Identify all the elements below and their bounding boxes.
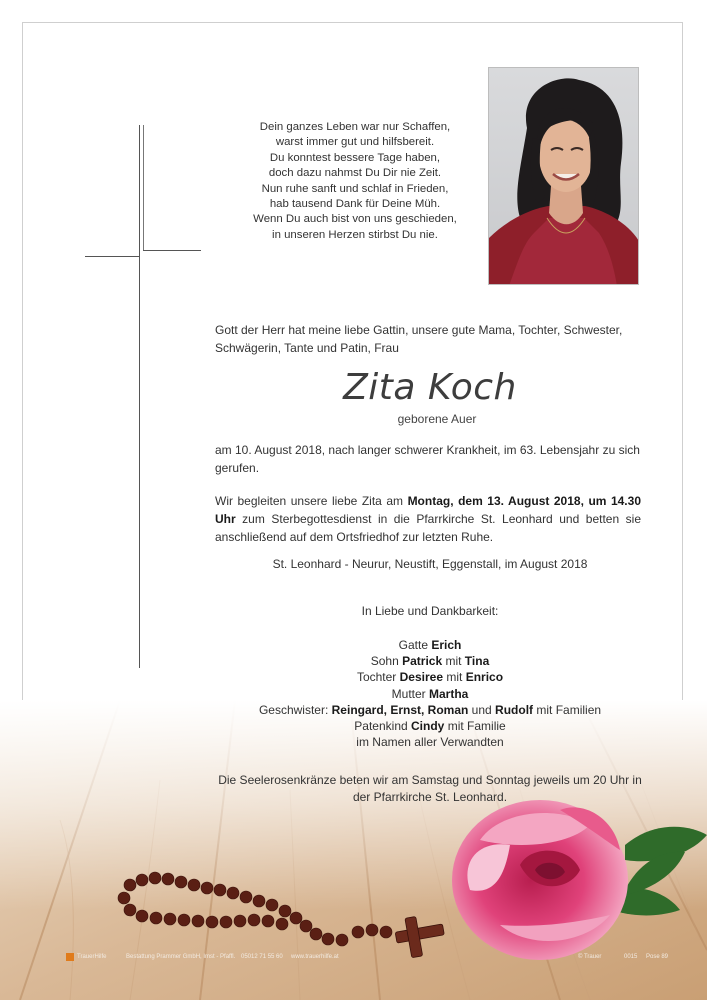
cross-horizontal-right — [143, 250, 201, 251]
mourner-connector: mit — [442, 654, 465, 669]
rosary-prayer-note: Die Seelerosenkränze beten wir am Samstag und Sonntag jeweils um 20 Uhr in der Pfarrkirche St. Leonhard. — [218, 773, 642, 804]
mourner-name: Erich — [431, 638, 462, 652]
mourner-connector: und — [468, 702, 496, 717]
poem-line: hab tausend Dank für Deine Müh. — [269, 198, 441, 211]
mourner-name: Tina — [464, 654, 490, 669]
footer-company: Bestattung Prammer GmbH, Imst - Pfaffl. — [126, 954, 236, 960]
place-date: St. Leonhard - Neurur, Neustift, Eggenstall, im August 2018 — [272, 557, 588, 571]
mourner-row — [215, 653, 645, 669]
birth-name: geborene Auer — [397, 412, 477, 426]
funeral-announcement — [215, 492, 641, 546]
mourner-row — [215, 669, 645, 685]
mourner-row — [215, 702, 645, 718]
mourner-name: Desiree — [399, 670, 444, 685]
mourner-suffix: mit Familien — [533, 702, 602, 717]
poem-line: Wenn Du auch bist von uns geschieden, — [253, 213, 457, 226]
cross-vertical-line — [139, 125, 140, 668]
mourner-name: Reingard, Ernst, Roman — [331, 702, 469, 717]
poem-line: Dein ganzes Leben war nur Schaffen, — [259, 121, 451, 133]
portrait-photo — [488, 67, 639, 285]
funeral-date-time: Montag, dem 13. August 2018, um 14.30 Uhr — [215, 494, 641, 526]
footer-web: www.trauerhilfe.at — [291, 954, 339, 960]
footer-logo-text: TrauerHilfe — [77, 954, 107, 960]
mourner-name: Enrico — [465, 670, 504, 685]
mourner-suffix: mit Familie — [444, 719, 506, 734]
mourner-row — [215, 718, 645, 734]
mourner-row — [215, 637, 645, 653]
footer-phone: 05012 71 55 60 — [241, 954, 283, 960]
mourner-label: Sohn — [370, 654, 403, 669]
funeral-text-start: Wir begleiten unsere liebe Zita am — [215, 494, 408, 508]
mourner-name: Cindy — [411, 719, 445, 734]
cross-vertical-top-line — [143, 125, 144, 250]
mourner-label: Gatte — [398, 638, 432, 652]
poem-line: Du konntest bessere Tage haben, — [269, 151, 441, 164]
mourner-name: Martha — [429, 686, 469, 701]
thanks-line: In Liebe und Dankbarkeit: — [361, 604, 499, 618]
poem-line: doch dazu nahmst Du Dir nie Zeit. — [268, 167, 442, 180]
cross-horizontal-left — [85, 256, 139, 257]
mourner-row — [215, 686, 645, 702]
mourner-label: Tochter — [356, 670, 400, 685]
poem-line: Nun ruhe sanft und schlaf in Frieden, — [261, 182, 449, 195]
mourner-label: Patenkind — [354, 719, 412, 734]
footer-copyright: © Trauer — [578, 954, 602, 960]
death-text: am 10. August 2018, nach langer schwerer Krankheit, im 63. Lebensjahr zu sich gerufen. — [215, 443, 640, 475]
footer-pose: Pose 89 — [646, 954, 669, 960]
mourner-label: Mutter — [391, 686, 429, 701]
mourners-list — [215, 637, 645, 750]
intro-text: Gott der Herr hat meine liebe Gattin, unsere gute Mama, Tochter, Schwester, Schwägerin, Tante und Patin, Frau — [215, 323, 623, 355]
funeral-text-end: zum Sterbegottesdienst in die Pfarrkirche St. Leonhard und betten sie anschließend auf dem Ortsfriedhof zur letzten Ruhe. — [215, 512, 641, 544]
mourner-name: Patrick — [402, 654, 443, 669]
footer — [66, 954, 669, 968]
poem-line: warst immer gut und hilfsbereit. — [275, 136, 435, 149]
footer-code: 0015 — [624, 954, 638, 960]
poem-line: in unseren Herzen stirbst Du nie. — [272, 228, 438, 241]
trauerhilfe-logo-icon — [66, 953, 74, 961]
portrait-illustration — [489, 68, 639, 285]
mourner-connector: mit — [443, 670, 466, 685]
poem — [240, 120, 470, 243]
mourner-label: Geschwister: — [258, 702, 332, 717]
mourner-name: Rudolf — [495, 702, 534, 717]
mourner-row: im Namen aller Verwandten — [356, 735, 504, 750]
deceased-name: Zita Koch — [343, 367, 517, 408]
